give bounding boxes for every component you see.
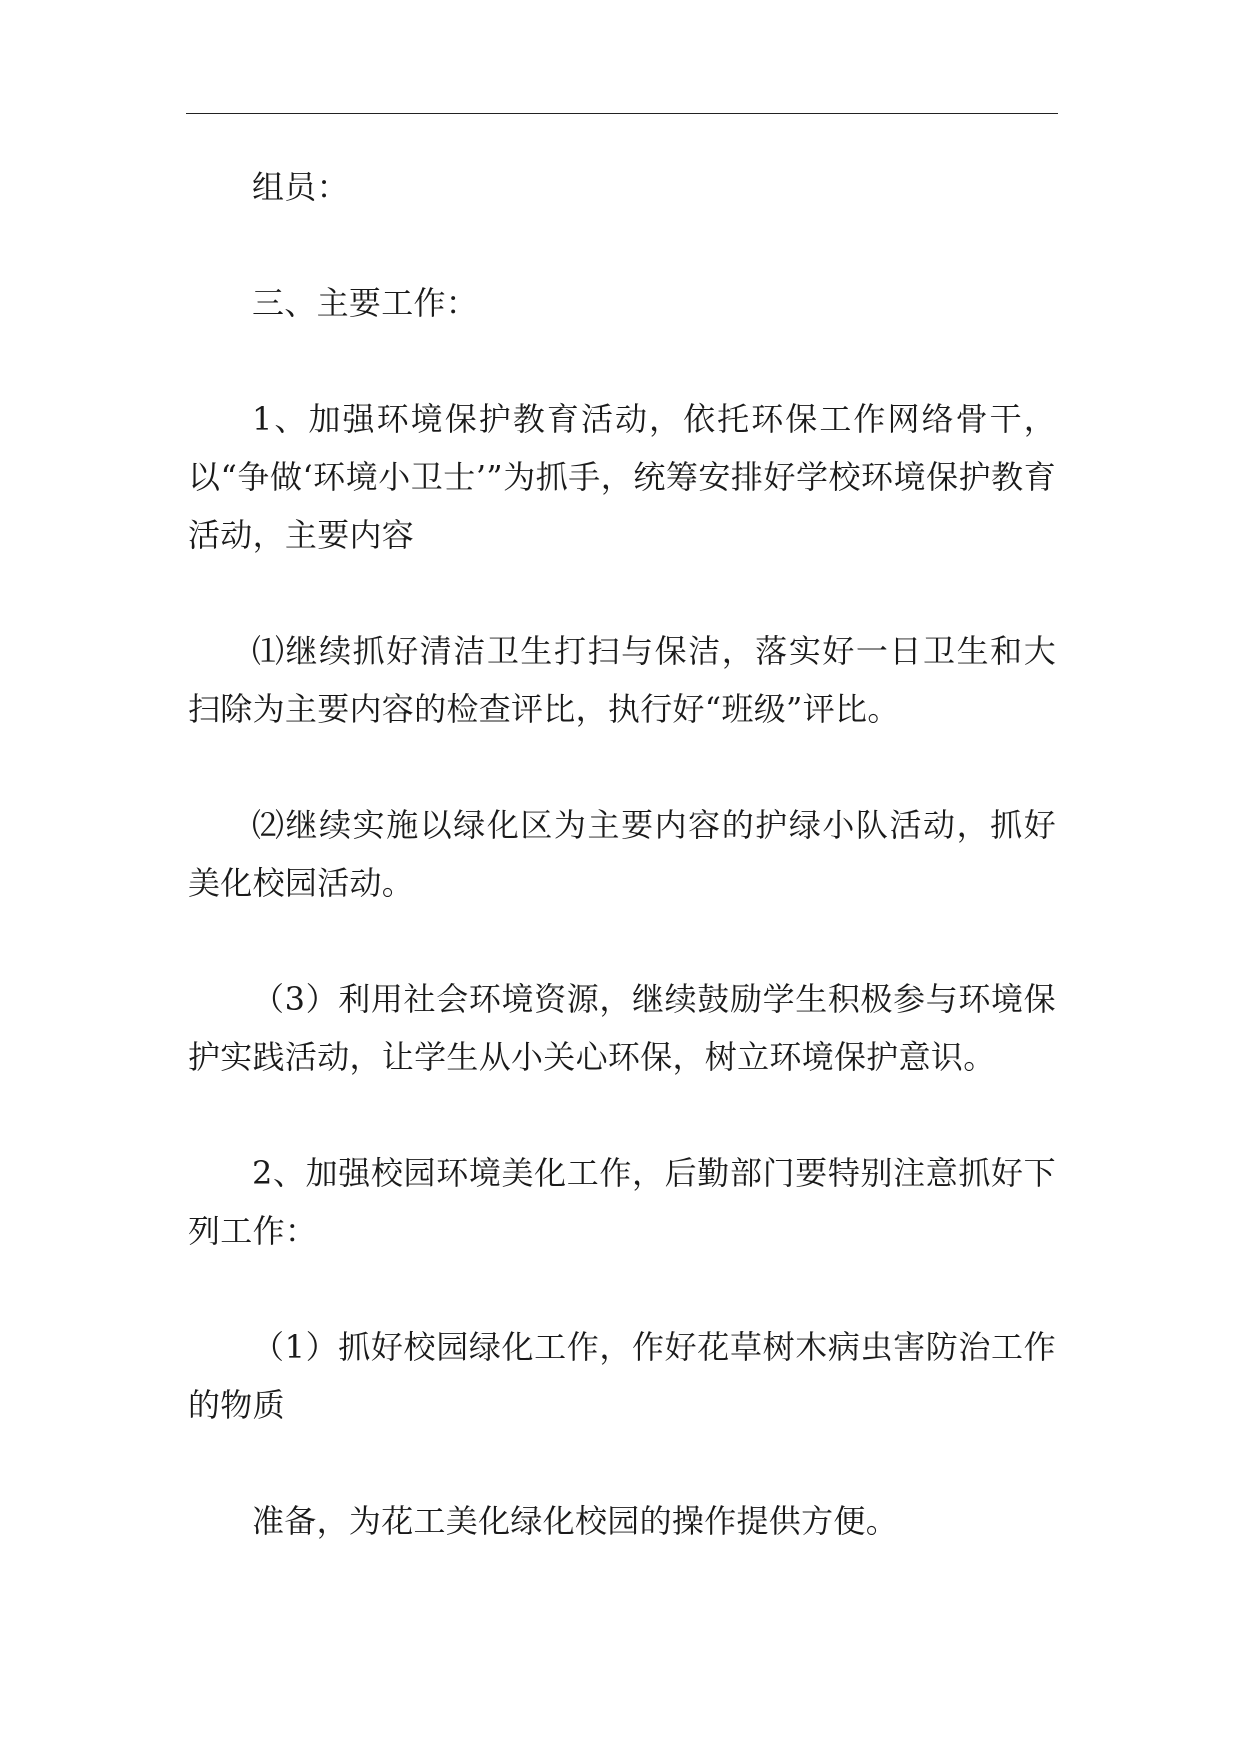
paragraph-item-1: 1、加强环境保护教育活动，依托环保工作网络骨干，以“争做‘环境小卫士’”为抓手，统筹安排好学校环境保护教育活动，主要内容: [188, 400, 1056, 554]
paragraph-subitem-2: ⑵继续实施以绿化区为主要内容的护绿小队活动，抓好美化校园活动。: [188, 806, 1056, 902]
paragraph-subitem-3: （3）利用社会环境资源，继续鼓励学生积极参与环境保护实践活动，让学生从小关心环保，树立环境保护意识。: [188, 980, 1056, 1076]
paragraph-subitem-1: ⑴继续抓好清洁卫生打扫与保洁，落实好一日卫生和大扫除为主要内容的检查评比，执行好“班级”评比。: [188, 632, 1056, 728]
paragraph-item-2: 2、加强校园环境美化工作，后勤部门要特别注意抓好下列工作：: [188, 1154, 1056, 1250]
paragraph-item-2-subitem-1: （1）抓好校园绿化工作，作好花草树木病虫害防治工作的物质: [188, 1328, 1056, 1424]
paragraph-members: 组员：: [252, 168, 349, 206]
document-body: [188, 158, 1056, 1550]
paragraph-section-heading: 三、主要工作：: [252, 284, 479, 322]
paragraph-continuation: 准备，为花工美化绿化校园的操作提供方便。: [252, 1502, 899, 1540]
header-rule: [186, 113, 1058, 114]
